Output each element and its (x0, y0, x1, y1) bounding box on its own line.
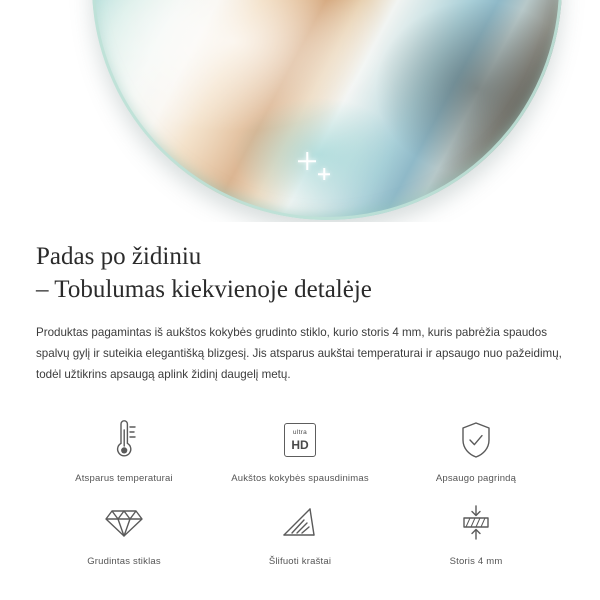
thermometer-icon (107, 417, 141, 463)
feature-label: Aukštos kokybės spausdinimas (231, 473, 369, 485)
page-title (36, 240, 564, 306)
feature-item (212, 494, 388, 567)
thickness-arrows-icon (456, 500, 496, 546)
content-area (0, 240, 600, 567)
feature-label: Apsaugo pagrindą (435, 473, 517, 485)
diamond-icon (104, 500, 144, 546)
headline-line-2: – Tobulumas kiekvienoje detalėje (36, 276, 372, 303)
headline-line-1: Padas po židiniu (36, 243, 202, 270)
description-paragraph: Produktas pagamintas iš aukštos kokybės grudinto stiklo, kurio storis 4 mm, kuris pabrėžia spaudos spalvų gylį ir suteikia elegantišką blizgesį. Jis atsparus aukštai temperaturai ir apsaugo nuo pažeidimų, todėl užtikrins apsaugą aplink židinį daugelį metų. (36, 326, 562, 382)
feature-item (388, 411, 564, 484)
feature-item (36, 494, 212, 567)
round-glass-pad-image (92, 0, 562, 220)
feature-label: Atsparus temperaturai (75, 473, 173, 485)
ultra-hd-badge-top: ultra (292, 429, 308, 437)
ultra-hd-badge-bottom: HD (291, 437, 309, 452)
shield-check-icon (458, 417, 494, 463)
feature-label: Grudintas stiklas (87, 556, 161, 568)
hero-image (0, 0, 600, 222)
polished-edges-icon (280, 500, 320, 546)
feature-item (388, 494, 564, 567)
feature-label: Storis 4 mm (449, 556, 503, 568)
feature-item (36, 411, 212, 484)
feature-icon-grid (36, 411, 564, 567)
feature-label: Šlifuoti kraštai (268, 556, 332, 568)
feature-item (212, 411, 388, 484)
ultra-hd-icon (284, 417, 316, 463)
